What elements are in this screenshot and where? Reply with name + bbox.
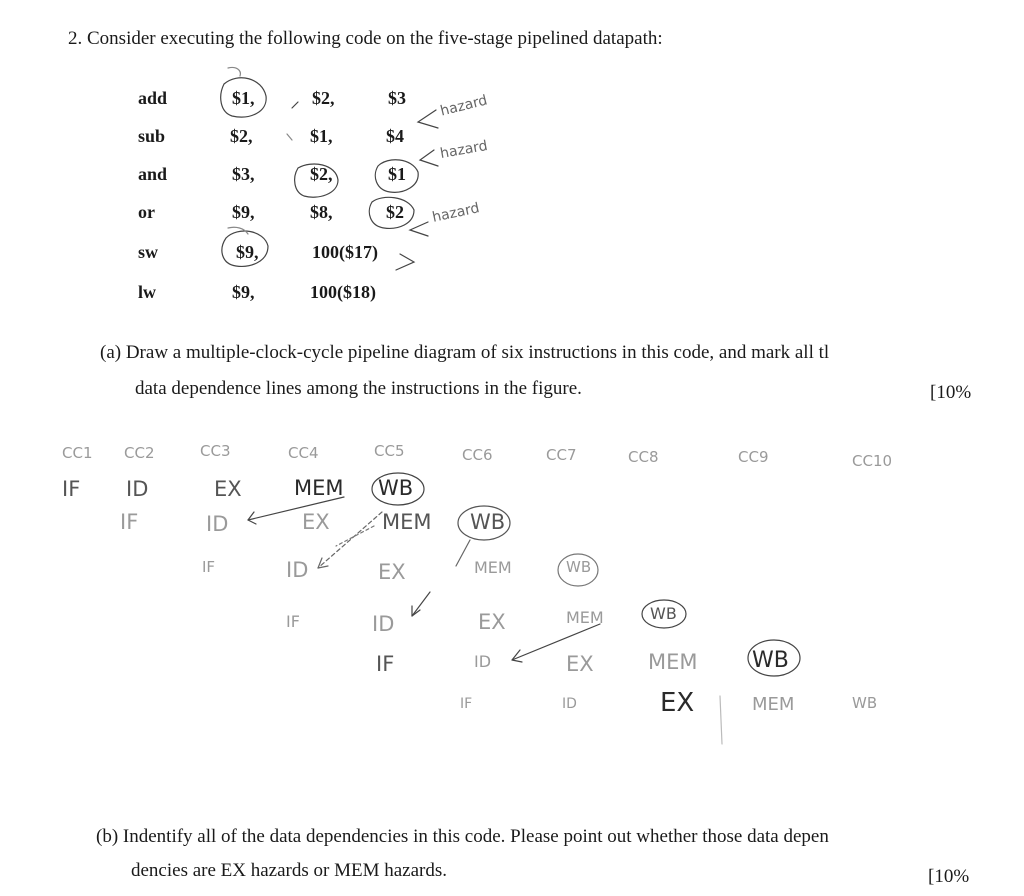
wb-circle <box>558 554 598 586</box>
stage-id: ID <box>286 558 309 582</box>
register-circle <box>228 227 248 234</box>
code-arg: 100($17) <box>312 242 378 262</box>
part-a-line1: (a) Draw a multiple-clock-cycle pipeline diagram of six instructions in this code, and mark all tl <box>100 342 830 363</box>
stage-wb: WB <box>650 604 677 623</box>
hazard-note: hazard <box>438 137 489 163</box>
cc-label: CC1 <box>62 444 93 462</box>
stage-wb: WB <box>378 476 414 500</box>
code-arg: $8, <box>310 202 333 222</box>
hazard-arrow <box>396 254 414 270</box>
wb-circle <box>642 600 686 628</box>
cc-label: CC6 <box>462 446 493 464</box>
hazard-note: hazard <box>430 200 481 226</box>
dependence-line <box>720 696 722 744</box>
stage-id: ID <box>562 696 577 712</box>
stage-wb: WB <box>566 558 592 576</box>
stage-id: ID <box>372 612 395 636</box>
register-circle <box>221 78 266 117</box>
hazard-arrow <box>410 222 428 236</box>
stage-mem: MEM <box>752 694 795 715</box>
stage-mem: MEM <box>294 476 344 500</box>
code-op: or <box>138 202 155 222</box>
stage-wb: WB <box>470 510 506 534</box>
hazard-note: hazard <box>438 92 490 120</box>
stage-mem: MEM <box>474 558 512 577</box>
stage-ex: EX <box>302 510 330 534</box>
code-op: sub <box>138 126 166 146</box>
register-circle <box>228 67 240 76</box>
code-arg: $2, <box>230 126 253 146</box>
dependence-line <box>318 512 382 568</box>
cc-label: CC7 <box>546 446 577 464</box>
stage-mem: MEM <box>648 650 698 674</box>
stage-ex: EX <box>660 688 695 718</box>
stage-ex: EX <box>214 477 242 501</box>
dependence-line <box>512 624 600 660</box>
code-arg: 100($18) <box>310 282 376 302</box>
tick-mark <box>292 102 298 108</box>
wb-circle <box>458 506 510 540</box>
code-op: sw <box>138 242 159 262</box>
stage-wb: WB <box>752 648 789 673</box>
cc-label: CC8 <box>628 448 659 466</box>
code-arg: $1 <box>388 164 406 184</box>
register-circle <box>222 231 268 266</box>
cc-label: CC2 <box>124 444 155 462</box>
code-op: and <box>138 164 168 184</box>
dependence-line <box>412 592 430 616</box>
code-arg: $2 <box>386 202 404 222</box>
cc-label: CC5 <box>374 442 405 460</box>
hazard-arrow <box>420 150 438 166</box>
register-circle <box>369 197 414 228</box>
stage-wb: WB <box>852 694 878 712</box>
code-arg: $2, <box>312 88 335 108</box>
code-arg: $3 <box>388 88 406 108</box>
code-arg: $3, <box>232 164 255 184</box>
code-arg: $9, <box>232 202 255 222</box>
stage-id: ID <box>206 512 229 536</box>
code-op: lw <box>138 282 156 302</box>
dependence-line <box>248 497 344 520</box>
wb-circle <box>748 640 800 676</box>
stage-id: ID <box>126 477 149 501</box>
part-b-points: [10% <box>928 866 970 887</box>
cc-label: CC10 <box>852 452 893 470</box>
code-arg: $9, <box>236 242 259 262</box>
stage-if: IF <box>120 510 139 534</box>
stage-if: IF <box>62 477 81 501</box>
code-arg: $1, <box>310 126 333 146</box>
code-arg: $2, <box>310 164 333 184</box>
cc-label: CC4 <box>288 444 319 462</box>
cc-label: CC3 <box>200 442 231 460</box>
stage-if: IF <box>460 696 473 712</box>
tick-mark <box>287 134 292 140</box>
dependence-line <box>456 540 470 566</box>
part-a-line2: data dependence lines among the instructions in the figure. <box>135 378 582 399</box>
code-op: add <box>138 88 168 108</box>
part-a-points: [10% <box>930 382 972 403</box>
cc-label: CC9 <box>738 448 769 466</box>
register-circle <box>375 160 418 193</box>
stage-id: ID <box>474 652 492 671</box>
stage-if: IF <box>376 652 395 676</box>
dependence-line <box>336 526 374 546</box>
part-b-line1: (b) Indentify all of the data dependencies in this code. Please point out whether those data depen <box>96 826 829 847</box>
hazard-arrow <box>418 110 438 128</box>
register-circle <box>295 164 338 197</box>
code-arg: $9, <box>232 282 255 302</box>
question-title: 2. Consider executing the following code on the five-stage pipelined datapath: <box>68 28 663 49</box>
stage-ex: EX <box>478 610 506 634</box>
part-b-line2: dencies are EX hazards or MEM hazards. <box>131 860 448 881</box>
stage-ex: EX <box>566 652 594 676</box>
stage-mem: MEM <box>382 510 432 534</box>
stage-ex: EX <box>378 560 406 584</box>
code-arg: $4 <box>386 126 404 146</box>
stage-if: IF <box>286 612 300 631</box>
stage-mem: MEM <box>566 608 604 627</box>
code-arg: $1, <box>232 88 255 108</box>
stage-if: IF <box>202 558 216 576</box>
wb-circle <box>372 473 424 505</box>
